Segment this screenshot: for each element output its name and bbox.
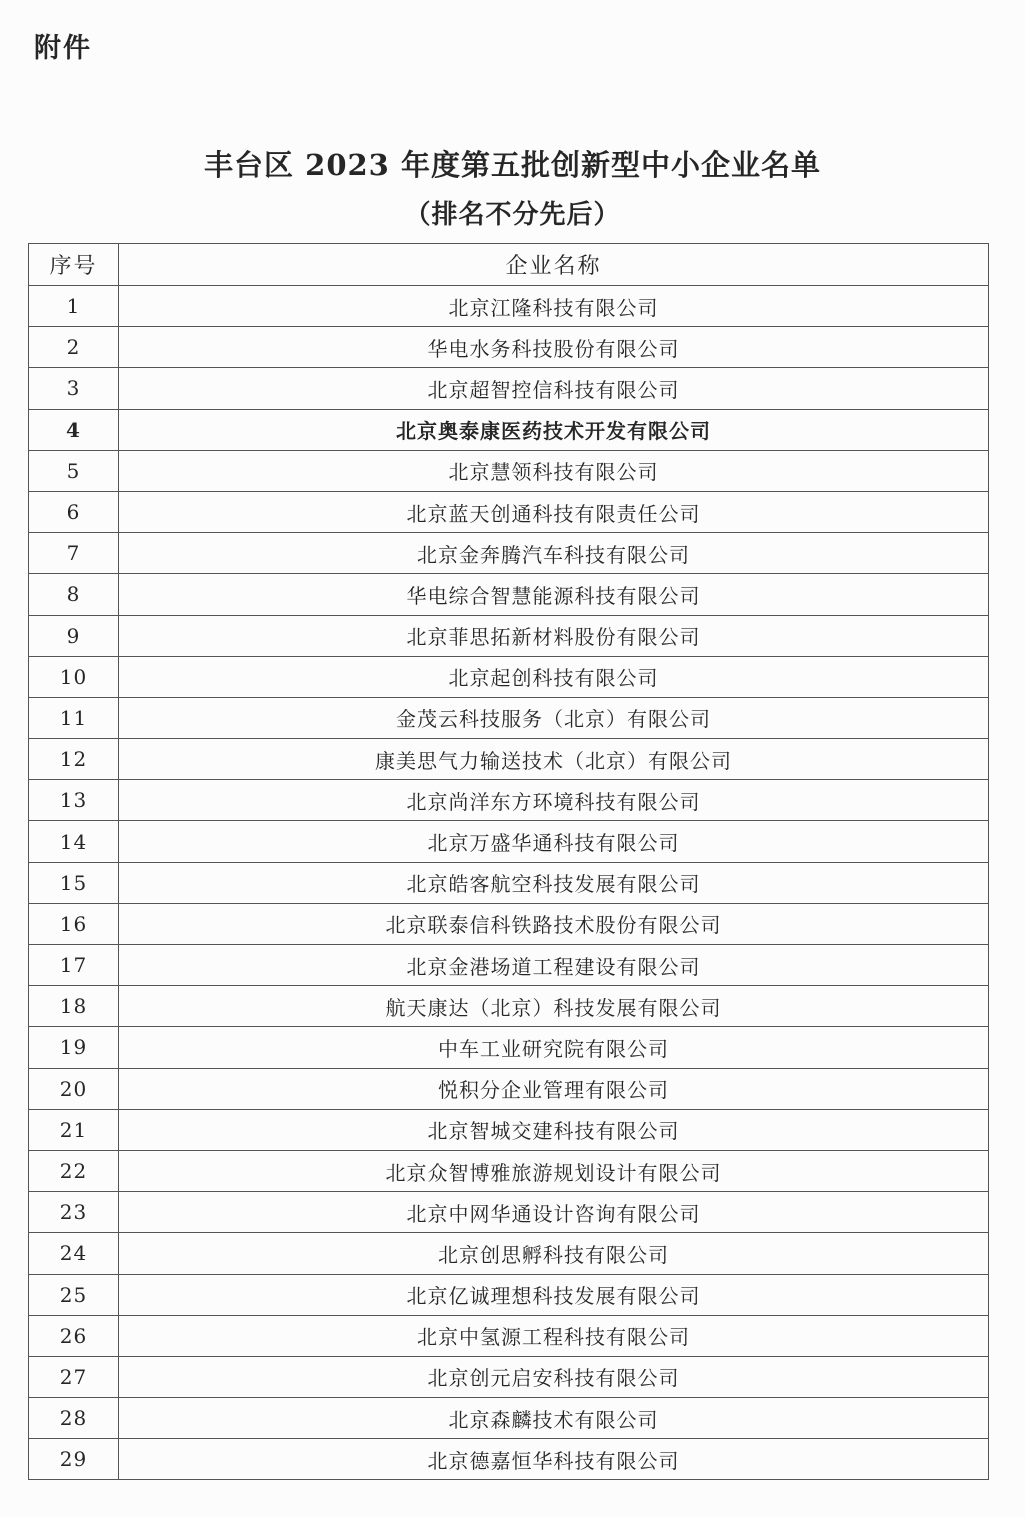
table-row	[29, 780, 989, 821]
row-index: 3	[29, 368, 119, 409]
table-row	[29, 1274, 989, 1315]
table-row	[29, 945, 989, 986]
table-row	[29, 533, 989, 574]
row-index: 2	[29, 327, 119, 368]
row-index: 26	[29, 1315, 119, 1356]
row-index: 8	[29, 574, 119, 615]
row-index: 10	[29, 656, 119, 697]
company-name: 北京菲思拓新材料股份有限公司	[119, 615, 989, 656]
table-row	[29, 862, 989, 903]
table-row	[29, 986, 989, 1027]
table-row	[29, 656, 989, 697]
company-name: 北京皓客航空科技发展有限公司	[119, 862, 989, 903]
row-index: 18	[29, 986, 119, 1027]
row-index: 17	[29, 945, 119, 986]
company-name: 北京万盛华通科技有限公司	[119, 821, 989, 862]
table-row	[29, 368, 989, 409]
row-index: 9	[29, 615, 119, 656]
row-index: 7	[29, 533, 119, 574]
row-index: 13	[29, 780, 119, 821]
company-name: 北京起创科技有限公司	[119, 656, 989, 697]
company-name: 华电综合智慧能源科技有限公司	[119, 574, 989, 615]
table-row	[29, 1439, 989, 1480]
table-row	[29, 1398, 989, 1439]
company-name: 航天康达（北京）科技发展有限公司	[119, 986, 989, 1027]
row-index: 11	[29, 697, 119, 738]
table-row	[29, 1068, 989, 1109]
table-row	[29, 491, 989, 532]
company-name: 华电水务科技股份有限公司	[119, 327, 989, 368]
row-index: 5	[29, 450, 119, 491]
table-row	[29, 286, 989, 327]
company-name: 北京慧领科技有限公司	[119, 450, 989, 491]
row-index: 16	[29, 903, 119, 944]
company-name: 北京智城交建科技有限公司	[119, 1109, 989, 1150]
company-name: 北京金奔腾汽车科技有限公司	[119, 533, 989, 574]
row-index: 28	[29, 1398, 119, 1439]
row-index: 4	[29, 409, 119, 450]
row-index: 27	[29, 1356, 119, 1397]
table-row	[29, 821, 989, 862]
company-name: 康美思气力输送技术（北京）有限公司	[119, 739, 989, 780]
company-name: 中车工业研究院有限公司	[119, 1027, 989, 1068]
table-row	[29, 409, 989, 450]
company-name: 北京金港场道工程建设有限公司	[119, 945, 989, 986]
table-header-row	[29, 244, 989, 286]
table-row	[29, 1027, 989, 1068]
page-subtitle: （排名不分先后）	[404, 200, 621, 230]
company-name: 北京德嘉恒华科技有限公司	[119, 1439, 989, 1480]
company-name: 北京创思孵科技有限公司	[119, 1233, 989, 1274]
row-index: 19	[29, 1027, 119, 1068]
row-index: 12	[29, 739, 119, 780]
table-row	[29, 1150, 989, 1191]
company-table	[28, 243, 989, 1480]
company-name: 悦积分企业管理有限公司	[119, 1068, 989, 1109]
header-company-name: 企业名称	[119, 244, 989, 286]
company-name: 北京亿诚理想科技发展有限公司	[119, 1274, 989, 1315]
row-index: 22	[29, 1150, 119, 1191]
table-row	[29, 1192, 989, 1233]
row-index: 20	[29, 1068, 119, 1109]
row-index: 6	[29, 491, 119, 532]
table-row	[29, 1109, 989, 1150]
table-row	[29, 1315, 989, 1356]
attachment-label: 附件	[34, 33, 92, 64]
company-name: 北京创元启安科技有限公司	[119, 1356, 989, 1397]
table-row	[29, 615, 989, 656]
company-name: 北京江隆科技有限公司	[119, 286, 989, 327]
row-index: 24	[29, 1233, 119, 1274]
table-row	[29, 739, 989, 780]
company-name: 金茂云科技服务（北京）有限公司	[119, 697, 989, 738]
table-row	[29, 574, 989, 615]
table-row	[29, 327, 989, 368]
table-row	[29, 903, 989, 944]
company-name: 北京蓝天创通科技有限责任公司	[119, 491, 989, 532]
company-name: 北京联泰信科铁路技术股份有限公司	[119, 903, 989, 944]
table-row	[29, 697, 989, 738]
company-name: 北京中氢源工程科技有限公司	[119, 1315, 989, 1356]
row-index: 15	[29, 862, 119, 903]
table-row	[29, 1233, 989, 1274]
company-name: 北京尚洋东方环境科技有限公司	[119, 780, 989, 821]
row-index: 21	[29, 1109, 119, 1150]
company-name: 北京超智控信科技有限公司	[119, 368, 989, 409]
company-name: 北京众智博雅旅游规划设计有限公司	[119, 1150, 989, 1191]
table-row	[29, 450, 989, 491]
page-title: 丰台区 2023 年度第五批创新型中小企业名单	[204, 148, 821, 182]
company-name: 北京中网华通设计咨询有限公司	[119, 1192, 989, 1233]
row-index: 25	[29, 1274, 119, 1315]
row-index: 14	[29, 821, 119, 862]
company-name: 北京奥泰康医药技术开发有限公司	[119, 409, 989, 450]
row-index: 29	[29, 1439, 119, 1480]
row-index: 1	[29, 286, 119, 327]
company-name: 北京森麟技术有限公司	[119, 1398, 989, 1439]
row-index: 23	[29, 1192, 119, 1233]
header-index: 序号	[29, 244, 119, 286]
table-row	[29, 1356, 989, 1397]
